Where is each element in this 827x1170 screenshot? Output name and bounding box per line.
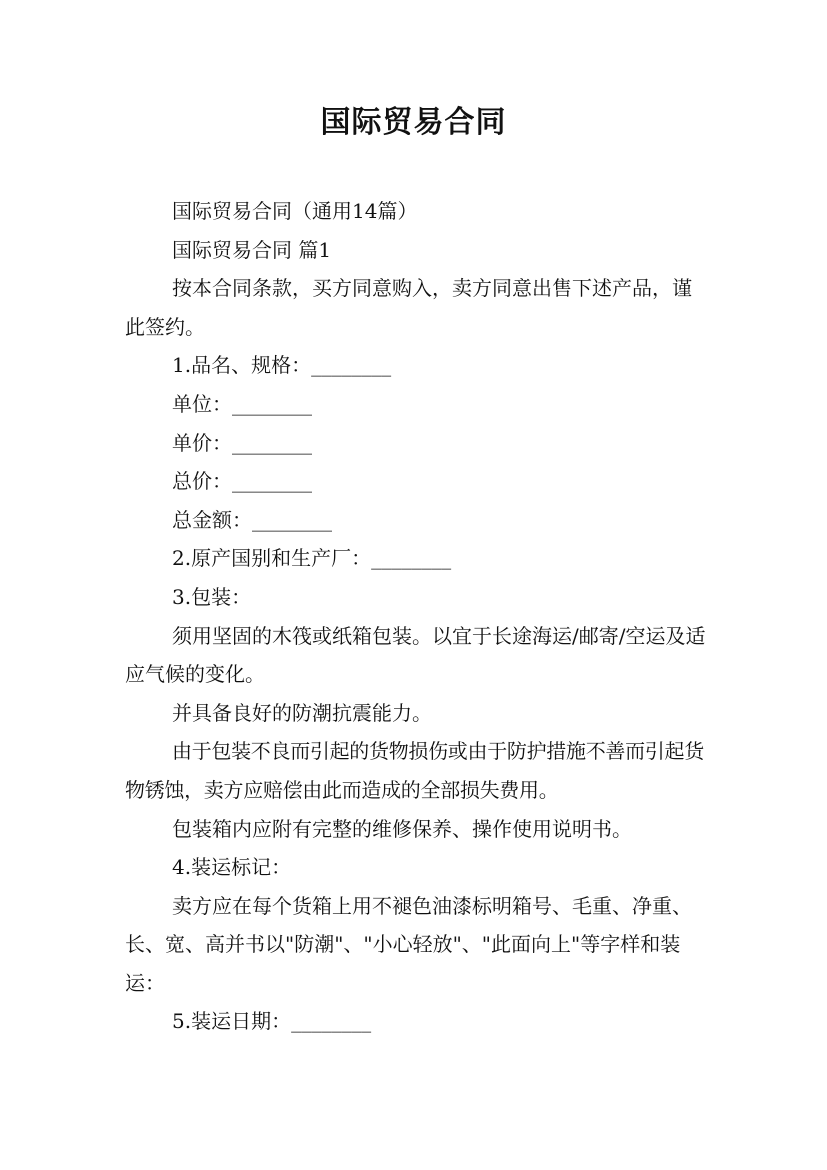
- paragraph-shipping-marks: 卖方应在每个货箱上用不褪色油漆标明箱号、毛重、净重、长、宽、高并书以"防潮"、"小心轻放"、"此面向上"等字样和装运：: [125, 893, 692, 995]
- paragraph-unit-price: 单价：________: [172, 430, 312, 455]
- paragraph-origin-manufacturer: 2.原产国别和生产厂：________: [172, 546, 452, 571]
- document-title: 国际贸易合同: [320, 105, 507, 140]
- paragraph-marks-heading: 4.装运标记：: [172, 855, 292, 880]
- paragraph-moisture-proof: 并具备良好的防潮抗震能力。: [172, 700, 432, 725]
- paragraph-packing-heading: 3.包装：: [172, 584, 252, 609]
- paragraph-intro: 按本合同条款，买方同意购入，卖方同意出售下述产品，谨此签约。: [125, 276, 692, 339]
- paragraph-damage-liability: 由于包装不良而引起的货物损伤或由于防护措施不善而引起货物锈蚀，卖方应赔偿由此而造成的全部损失费用。: [125, 739, 704, 802]
- paragraph-total-price: 总价：________: [172, 469, 312, 494]
- paragraph-unit: 单位：________: [172, 391, 312, 416]
- paragraph-item-name-spec: 1.品名、规格：________: [172, 353, 392, 378]
- paragraph-section-heading: 国际贸易合同 篇1: [172, 237, 332, 262]
- paragraph-subtitle: 国际贸易合同（通用14篇）: [172, 199, 418, 223]
- paragraph-shipment-date: 5.装运日期：________: [172, 1009, 372, 1034]
- paragraph-total-amount: 总金额：________: [172, 507, 332, 532]
- document-body: [125, 192, 710, 1041]
- paragraph-packing-requirement: 须用坚固的木筏或纸箱包装。以宜于长途海运/邮寄/空运及适应气候的变化。: [125, 623, 706, 687]
- paragraph-manual: 包装箱内应附有完整的维修保养、操作使用说明书。: [172, 816, 632, 841]
